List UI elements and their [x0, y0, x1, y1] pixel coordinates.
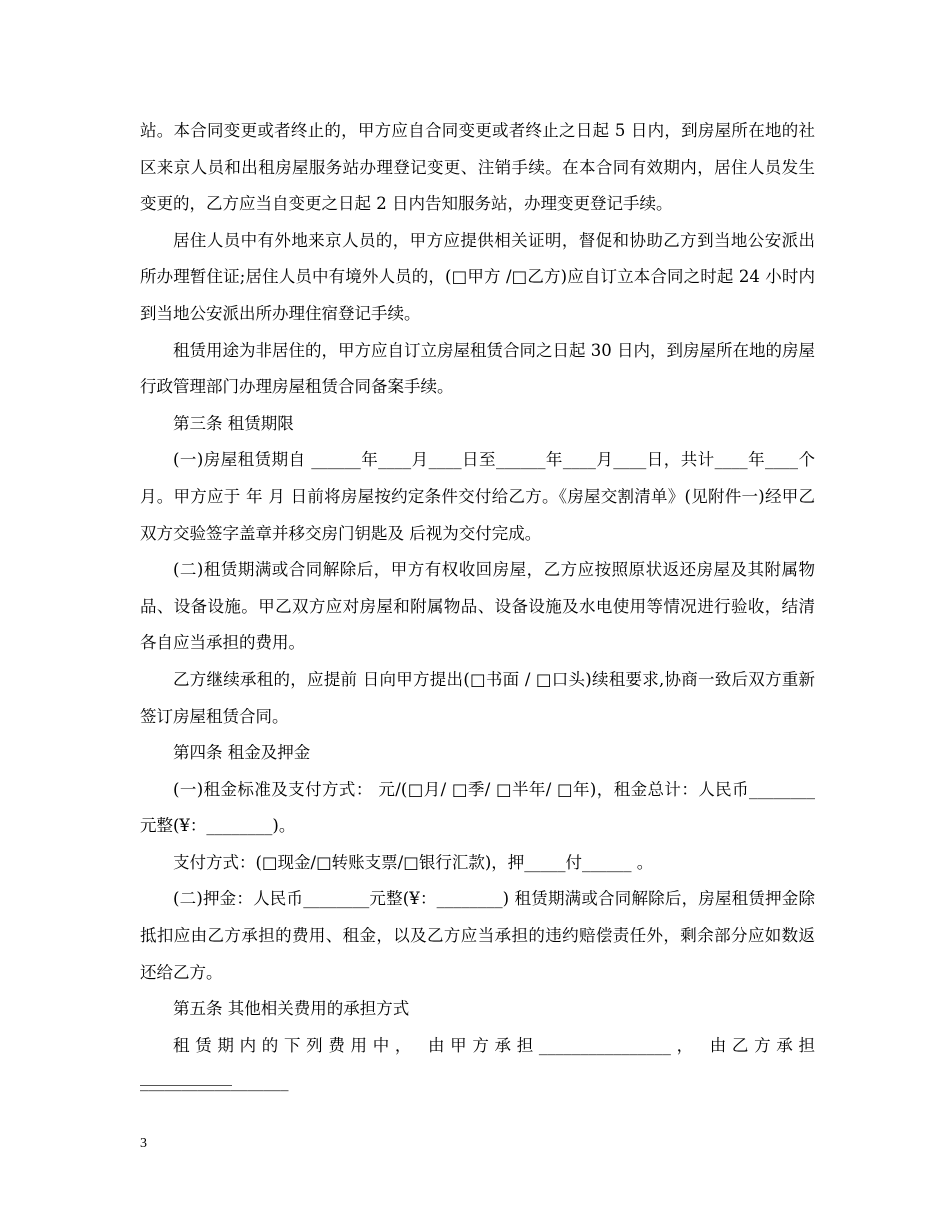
paragraph-lease-renewal: 乙方继续承租的，应提前 日向甲方提出(□书面 / □口头)续租要求,协商一致后双方重新签订房屋租赁合同。	[140, 669, 815, 726]
article-heading-lease-term: 第三条 租赁期限	[173, 413, 294, 433]
document-body	[140, 113, 815, 1101]
footnote-separator	[140, 1085, 232, 1086]
article-heading-other-fees: 第五条 其他相关费用的承担方式	[173, 999, 410, 1019]
article-heading-rent-deposit: 第四条 租金及押金	[173, 743, 311, 763]
paragraph-registration-continued: 站。本合同变更或者终止的，甲方应自合同变更或者终止之日起 5 日内，到房屋所在地的社区来京人员和出租房屋服务站办理登记变更、注销手续。在本合同有效期内，居住人员发生变更的，乙方应当自变更之日起 2 日内告知服务站，办理变更登记手续。	[140, 121, 815, 214]
paragraph-deposit: (二)押金：人民币________元整(¥：________) 租赁期满或合同解除后，房屋租赁押金除抵扣应由乙方承担的费用、租金，以及乙方应当承担的违约赔偿责任外，剩余部分应如数返还给乙方。	[140, 889, 815, 982]
paragraph-nonlocal-residents: 居住人员中有外地来京人员的，甲方应提供相关证明，督促和协助乙方到当地公安派出所办理暂住证;居住人员中有境外人员的，(□甲方 /□乙方)应自订立本合同之时起 24 小时内到当地公安派出所办理住宿登记手续。	[140, 230, 815, 323]
paragraph-payment-method: 支付方式：(□现金/□转账支票/□银行汇款)，押_____付______ 。	[173, 852, 654, 872]
paragraph-lease-expiry: (二)租赁期满或合同解除后，甲方有权收回房屋，乙方应按照原状返还房屋及其附属物品、设备设施。甲乙双方应对房屋和附属物品、设备设施及水电使用等情况进行验收，结清各自应当承担的费用。	[140, 560, 815, 653]
paragraph-fee-allocation: 租赁期内的下列费用中， 由甲方承担________________， 由乙方承担__________________	[140, 1035, 815, 1092]
paragraph-rent-standard: (一)租金标准及支付方式： 元/(□月/ □季/ □半年/ □年)，租金总计：人民币________元整(¥：________)。	[140, 779, 815, 836]
page-number: 3	[140, 1136, 147, 1151]
paragraph-lease-period: (一)房屋租赁期自 ______年____月____日至______年____月____日，共计____年____个月。甲方应于 年 月 日前将房屋按约定条件交付给乙方。《房屋交割清单》(见附件一)经甲乙双方交验签字盖章并移交房门钥匙及 后视为交付完成。	[140, 450, 815, 543]
paragraph-non-residential-use: 租赁用途为非居住的，甲方应自订立房屋租赁合同之日起 30 日内，到房屋所在地的房屋行政管理部门办理房屋租赁合同备案手续。	[140, 340, 815, 397]
